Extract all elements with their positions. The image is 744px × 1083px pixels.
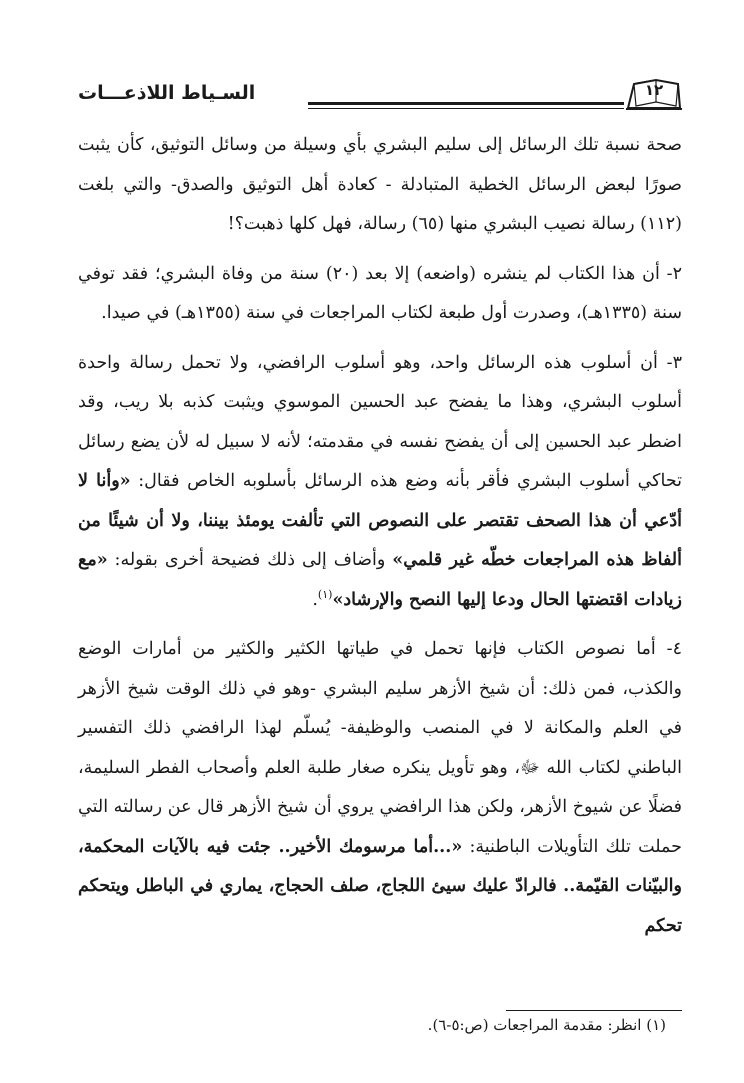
paragraph-text: ٤- أما نصوص الكتاب فإنها تحمل في طياتها الكثير والكثير من أمارات الوضع والكذب، فمن ذلك: أن شيخ الأزهر سليم البشري -وهو في ذلك الوقت شيخ الأزهر في العلم والمكانة لا في المنصب والوظيفة- يُسلّم لهذا الرافضي ذلك التفسير الباطني لكتاب الله ﷻ، وهو تأويل ينكره صغار طلبة العلم وأصحاب الفطر السليمة، فضلًا عن شيوخ الأزهر، ولكن هذا الرافضي يروي أن شيخ الأزهر قال عن رسالته التي حملت تلك التأويلات الباطنية: — [78, 639, 682, 857]
paragraph-text: . — [312, 589, 318, 610]
page-number-ornament — [626, 78, 682, 110]
running-header-title: السـياط اللاذعـــات — [78, 82, 256, 104]
paragraph-2 — [78, 255, 682, 334]
header-rule — [308, 102, 624, 105]
paragraph-text: صحة نسبة تلك الرسائل إلى سليم البشري بأي وسيلة من وسائل التوثيق، كأن يثبت صورًا لبعض الرسائل الخطية المتبادلة - كعادة أهل التوثيق والصدق- والتي بلغت (١١٢) رسالة نصيب البشري منها (٦٥) رسالة، فهل كلها ذهبت؟! — [78, 135, 682, 234]
paragraph-text: ٣- أن أسلوب هذه الرسائل واحد، وهو أسلوب الرافضي، ولا تحمل رسالة واحدة أسلوب البشري، وهذا ما يفضح عبد الحسين الموسوي ويثبت كذبه بلا ريب، وقد اضطر عبد الحسين إلى أن يفضح نفسه في مقدمته؛ لأنه لا سبيل له لأن يضع رسائل تحاكي أسلوب البشري فأقر بأنه وضع هذه الرسائل بأسلوبه الخاص فقال: — [78, 352, 682, 491]
bold-quotation: «...أما مرسومك الأخير.. جئت فيه بالآيات المحكمة، والبيّنات القيّمة.. فالرادّ عليك سيئ اللجاج، صلف الحجاج، يماري في الباطل ويتحكم تحكم — [78, 836, 682, 936]
paragraph-text: ٢- أن هذا الكتاب لم ينشره (واضعه) إلا بعد (٢٠) سنة من وفاة البشري؛ فقد توفي سنة (١٣٣٥هـ)، وصدرت أول طبعة لكتاب المراجعات في سنة (١٣٥٥هـ) في صيدا. — [78, 263, 683, 323]
page-number: ١٢ — [644, 81, 664, 99]
footnote: (١) انظر: مقدمة المراجعات (ص:٥-٦). — [427, 1016, 666, 1034]
paragraph-3 — [78, 344, 682, 621]
running-header — [78, 78, 682, 114]
paragraph-1 — [78, 126, 682, 245]
body-text — [78, 126, 682, 956]
bold-quotation: «وأنا لا أدّعي أن هذا الصحف تقتصر على النصوص التي تألفت يومئذ بيننا، ولا أن شيئًا من ألفاظ هذه المراجعات خطّه غير قلمي» — [78, 471, 683, 570]
paragraph-4 — [78, 630, 682, 946]
bold-quotation: «مع زيادات اقتضتها الحال ودعا إليها النصح والإرشاد» — [78, 550, 682, 610]
footnote-reference[interactable]: (١) — [317, 587, 333, 601]
footnote-rule — [506, 1010, 682, 1011]
paragraph-text: وأضاف إلى ذلك فضيحة أخرى بقوله: — [107, 550, 393, 570]
header-rule-thin — [308, 108, 624, 109]
